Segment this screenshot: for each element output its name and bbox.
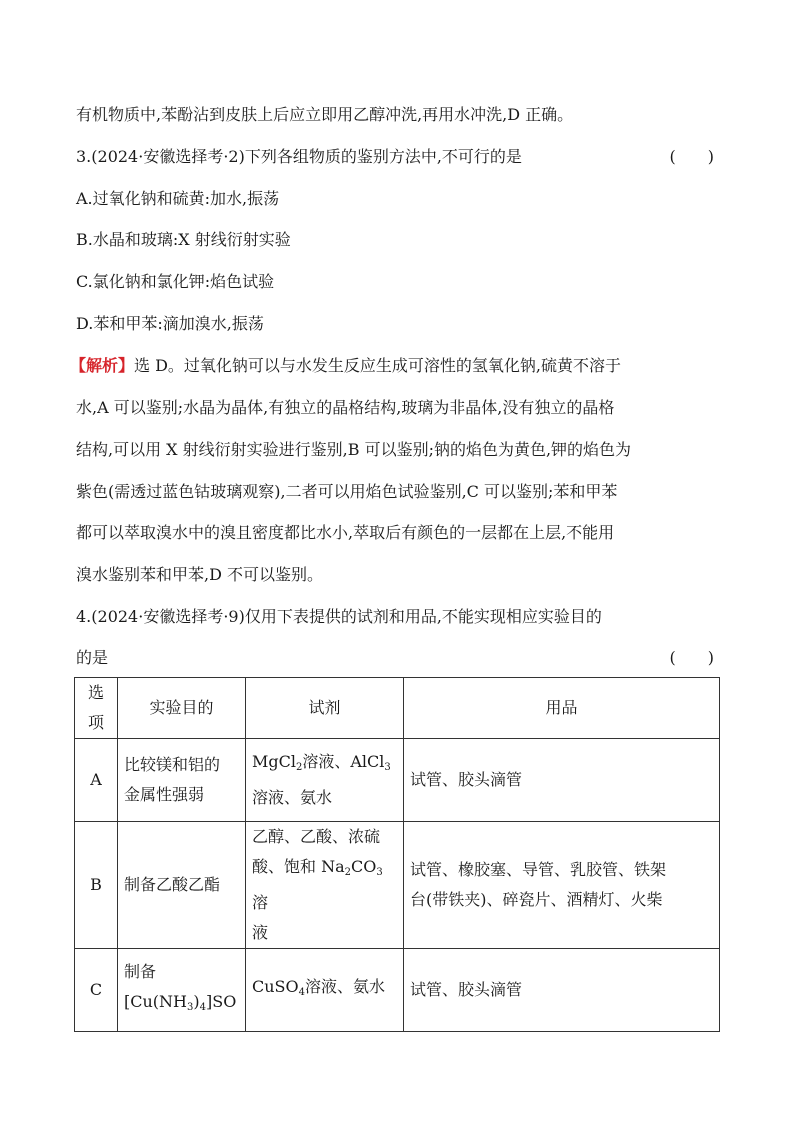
goal-line <box>124 987 239 1023</box>
analysis-line: 结构,可以用 X 射线衍射实验进行鉴别,B 可以鉴别;钠的焰色为黄色,钾的焰色为 <box>76 440 632 459</box>
table-row <box>75 949 720 1032</box>
apparatus-line: 试管、橡胶塞、导管、乳胶管、铁架 <box>410 860 667 879</box>
formula-text: 溶液、AlCl <box>302 752 385 771</box>
analysis-line: 紫色(需透过蓝色钴玻璃观察),二者可以用焰色试验鉴别,C 可以鉴别;苯和甲苯 <box>76 482 618 501</box>
question-4-stem-line2 <box>76 647 720 669</box>
q3-option-b: B.水晶和玻璃:X 射线衍射实验 <box>76 230 291 249</box>
q3-option-d: D.苯和甲苯:滴加溴水,振荡 <box>76 314 264 333</box>
question-3-text: 3.(2024·安徽选择考·2)下列各组物质的鉴别方法中,不可行的是 <box>76 147 522 166</box>
apparatus-line: 台(带铁夹)、碎瓷片、酒精灯、火柴 <box>410 890 663 909</box>
cell-apparatus <box>404 949 720 1032</box>
reagent-line: 乙醇、乙酸、浓硫 <box>252 827 381 846</box>
cell-option: A <box>75 739 118 822</box>
table-header-row <box>75 678 720 739</box>
formula-text: 溶液、氨水 <box>305 977 386 996</box>
reagent-line: 溶液、氨水 <box>252 788 333 807</box>
answer-bracket-q3: ( ) <box>669 147 714 166</box>
goal-line: 金属性强弱 <box>124 785 205 804</box>
formula-text: ]SO <box>205 992 237 1011</box>
header-apparatus: 用品 <box>404 678 720 739</box>
header-goal: 实验目的 <box>118 678 246 739</box>
formula-text: CuSO <box>252 977 299 996</box>
table-row <box>75 822 720 949</box>
reagent-line <box>252 852 397 918</box>
cell-option: B <box>75 822 118 949</box>
subscript: 4 <box>199 1002 206 1013</box>
reagent-line <box>252 972 397 1008</box>
apparatus-line: 试管、胶头滴管 <box>410 980 523 999</box>
formula-text: MgCl <box>252 752 296 771</box>
goal-line: 制备 <box>124 962 157 981</box>
analysis-line: 溴水鉴别苯和甲苯,D 不可以鉴别。 <box>76 565 324 584</box>
cell-goal <box>118 739 246 822</box>
q3-option-c: C.氯化钠和氯化钾:焰色试验 <box>76 272 275 291</box>
apparatus-line: 试管、胶头滴管 <box>410 770 523 789</box>
subscript: 2 <box>295 762 303 773</box>
subscript: 4 <box>298 987 305 998</box>
formula-text: ) <box>193 992 200 1011</box>
answer-bracket-q4: ( ) <box>669 648 714 667</box>
cell-goal <box>118 949 246 1032</box>
question-4-stem-line1: 4.(2024·安徽选择考·9)仅用下表提供的试剂和用品,不能实现相应实验目的 <box>76 607 602 626</box>
subscript: 3 <box>384 762 391 773</box>
subscript: 3 <box>376 867 383 878</box>
header-reagent: 试剂 <box>246 678 404 739</box>
q3-option-a: A.过氧化钠和硫黄:加水,振荡 <box>76 189 280 208</box>
subscript: 3 <box>186 1002 194 1013</box>
cell-option: C <box>75 949 118 1032</box>
reagent-line: 液 <box>252 923 269 942</box>
cell-apparatus <box>404 739 720 822</box>
formula-text: 酸、饱和 Na <box>252 857 345 876</box>
formula-text: CO <box>351 857 377 876</box>
analysis-tag: 【解析】 <box>70 356 135 375</box>
analysis-line: 都可以萃取溴水中的溴且密度都比水小,萃取后有颜色的一层都在上层,不能用 <box>76 523 615 542</box>
experiment-table <box>74 677 720 1032</box>
analysis-first-text: 选 D。过氧化钠可以与水发生反应生成可溶性的氢氧化钠,硫黄不溶于 <box>134 356 622 375</box>
subscript: 2 <box>344 867 352 878</box>
table-row <box>75 739 720 822</box>
analysis-first-line <box>70 355 621 377</box>
question-4-text: 的是 <box>76 648 109 667</box>
cell-goal: 制备乙酸乙酯 <box>118 822 246 949</box>
question-3-stem <box>76 146 720 168</box>
intro-line: 有机物质中,苯酚沾到皮肤上后应立即用乙醇冲洗,再用水冲洗,D 正确。 <box>76 105 574 124</box>
cell-reagent <box>246 739 404 822</box>
cell-apparatus <box>404 822 720 949</box>
goal-line: 比较镁和铝的 <box>124 755 221 774</box>
cell-reagent <box>246 822 404 949</box>
analysis-line: 水,A 可以鉴别;水晶为晶体,有独立的晶格结构,玻璃为非晶体,没有独立的晶格 <box>76 398 615 417</box>
formula-text: 溶 <box>252 893 269 912</box>
header-option: 选项 <box>75 678 118 739</box>
cell-reagent <box>246 949 404 1032</box>
formula-text: [Cu(NH <box>124 992 187 1011</box>
reagent-line <box>252 747 397 783</box>
